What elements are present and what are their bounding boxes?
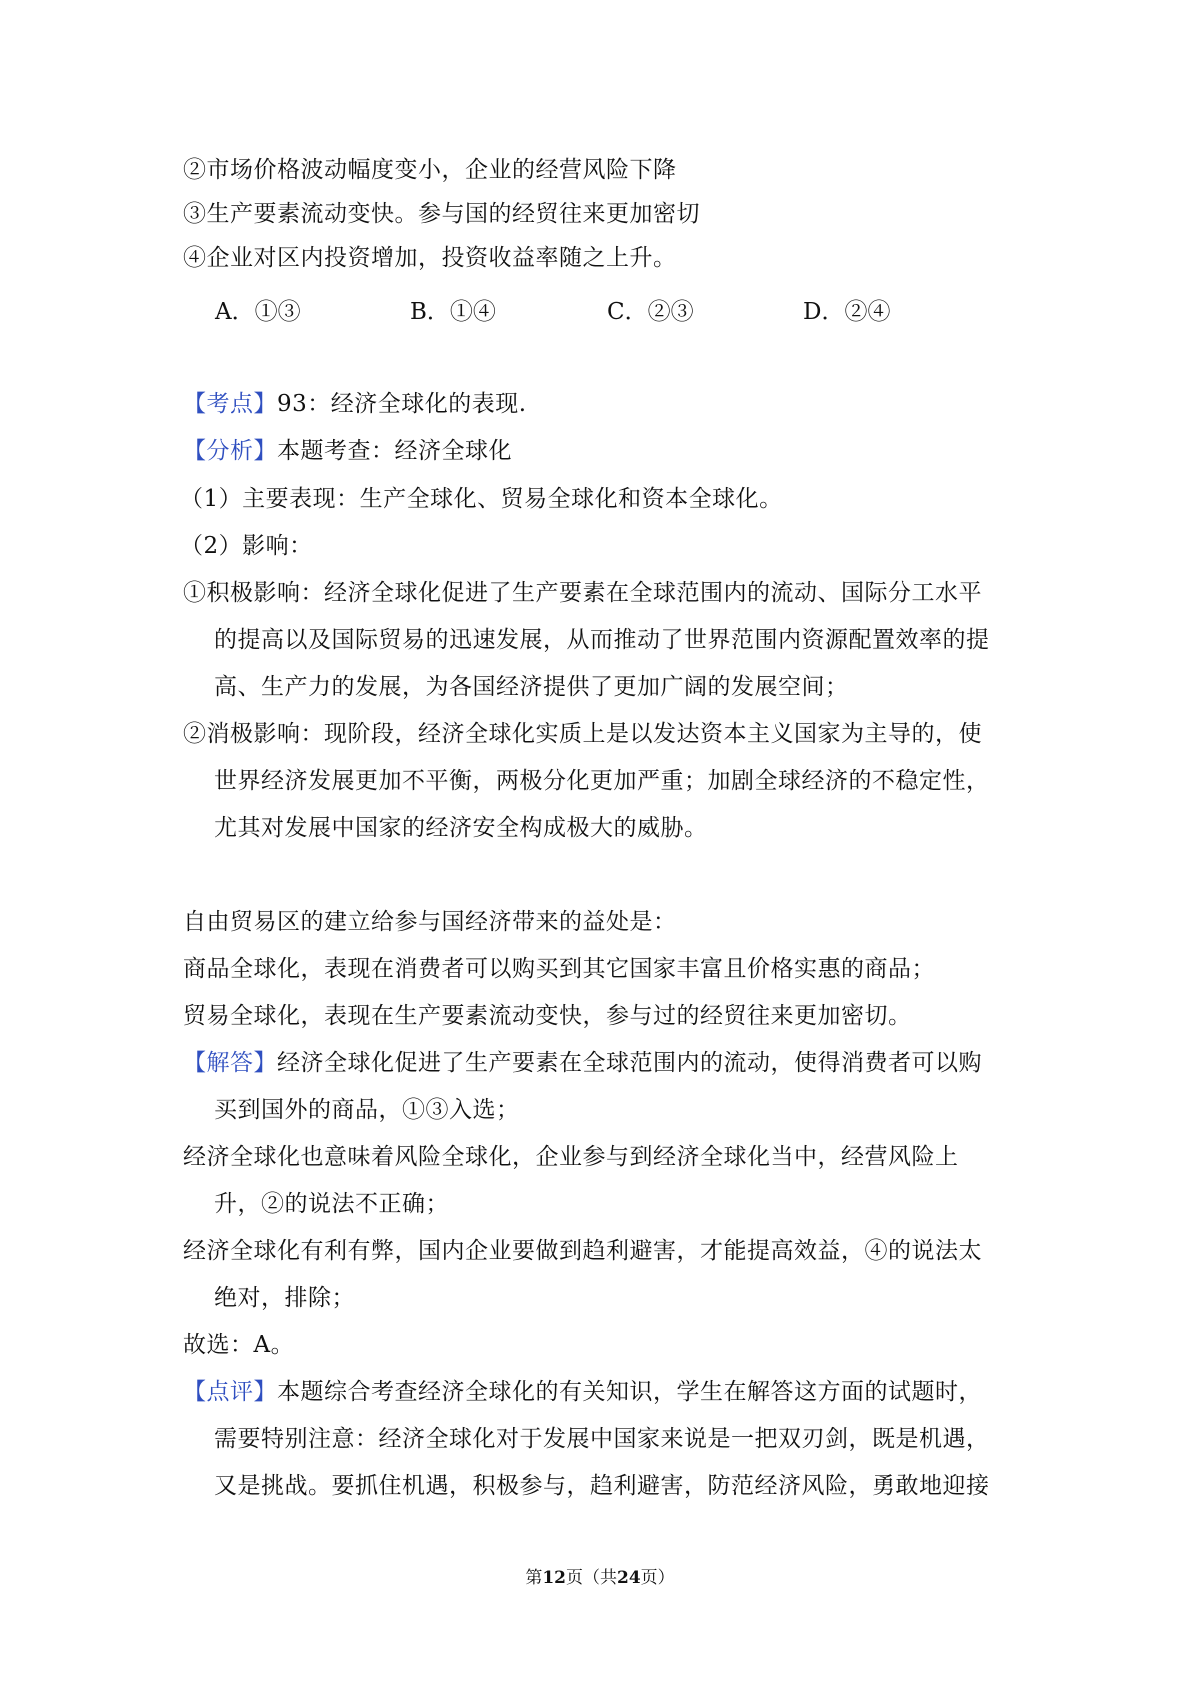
jieda-answer: 故选：A。: [183, 1332, 295, 1358]
jieda-line-3: 经济全球化也意味着风险全球化，企业参与到经济全球化当中，经营风险上: [183, 1144, 959, 1170]
statement-line-1: ②市场价格波动幅度变小，企业的经营风险下降: [183, 157, 677, 183]
dianping-text-1: 本题综合考查经济全球化的有关知识，学生在解答这方面的试题时，: [277, 1379, 982, 1405]
statement-line-3: ④企业对区内投资增加，投资收益率随之上升。: [183, 245, 677, 271]
kaodian-tag: 【考点】: [183, 391, 277, 417]
kaodian-text: 93：经济全球化的表现.: [277, 391, 527, 417]
jieda-line-2: 买到国外的商品，①③入选；: [214, 1097, 520, 1123]
option-d-value: ②④: [844, 299, 891, 325]
option-c-letter: C．: [607, 299, 648, 325]
fenxi-line: [183, 436, 512, 466]
footer-page-number: 12: [542, 1568, 566, 1588]
benefit-1: 商品全球化，表现在消费者可以购买到其它国家丰富且价格实惠的商品；: [183, 956, 935, 982]
footer-middle: 页（共: [566, 1568, 617, 1588]
footer-prefix: 第: [525, 1568, 543, 1588]
kaodian-line: [183, 389, 527, 419]
option-b: [410, 297, 496, 327]
dianping-line-3: 又是挑战。要抓住机遇，积极参与，趋利避害，防范经济风险，勇敢地迎接: [214, 1473, 990, 1499]
jieda-text-1: 经济全球化促进了生产要素在全球范围内的流动，使得消费者可以购: [277, 1050, 982, 1076]
option-c-value: ②③: [647, 299, 694, 325]
footer-total-pages: 24: [617, 1568, 641, 1588]
fenxi-point-1: （1）主要表现：生产全球化、贸易全球化和资本全球化。: [180, 486, 783, 512]
jieda-tag: 【解答】: [183, 1050, 277, 1076]
option-a-letter: A．: [215, 299, 255, 325]
option-c: [607, 297, 694, 327]
statement-line-2: ③生产要素流动变快。参与国的经贸往来更加密切: [183, 201, 700, 227]
option-a: [215, 297, 301, 327]
jieda-line-1: [183, 1048, 982, 1078]
footer-suffix: 页）: [640, 1568, 675, 1588]
jieda-line-6: 绝对，排除；: [214, 1285, 355, 1311]
positive-impact-line-2: 的提高以及国际贸易的迅速发展，从而推动了世界范围内资源配置效率的提: [214, 627, 990, 653]
negative-impact-line-1: ②消极影响：现阶段，经济全球化实质上是以发达资本主义国家为主导的，使: [183, 721, 982, 747]
option-b-value: ①④: [449, 299, 496, 325]
negative-impact-line-3: 尤其对发展中国家的经济安全构成极大的威胁。: [214, 815, 708, 841]
positive-impact-line-3: 高、生产力的发展，为各国经济提供了更加广阔的发展空间；: [214, 674, 849, 700]
fenxi-text: 本题考查：经济全球化: [277, 438, 512, 464]
jieda-line-5: 经济全球化有利有弊，国内企业要做到趋利避害，才能提高效益，④的说法太: [183, 1238, 982, 1264]
option-a-value: ①③: [254, 299, 301, 325]
dianping-tag: 【点评】: [183, 1379, 277, 1405]
option-d-letter: D．: [803, 299, 845, 325]
positive-impact-line-1: ①积极影响：经济全球化促进了生产要素在全球范围内的流动、国际分工水平: [183, 580, 982, 606]
benefit-intro: 自由贸易区的建立给参与国经济带来的益处是：: [183, 909, 677, 935]
dianping-line-2: 需要特别注意：经济全球化对于发展中国家来说是一把双刃剑，既是机遇，: [214, 1426, 990, 1452]
jieda-line-4: 升，②的说法不正确；: [214, 1191, 449, 1217]
benefit-2: 贸易全球化，表现在生产要素流动变快，参与过的经贸往来更加密切。: [183, 1003, 912, 1029]
fenxi-tag: 【分析】: [183, 438, 277, 464]
option-d: [803, 297, 890, 327]
fenxi-point-2: （2）影响：: [180, 533, 313, 559]
page-footer: [0, 1567, 1200, 1589]
option-b-letter: B．: [410, 299, 450, 325]
dianping-line-1: [183, 1377, 982, 1407]
negative-impact-line-2: 世界经济发展更加不平衡，两极分化更加严重；加剧全球经济的不稳定性，: [214, 768, 990, 794]
